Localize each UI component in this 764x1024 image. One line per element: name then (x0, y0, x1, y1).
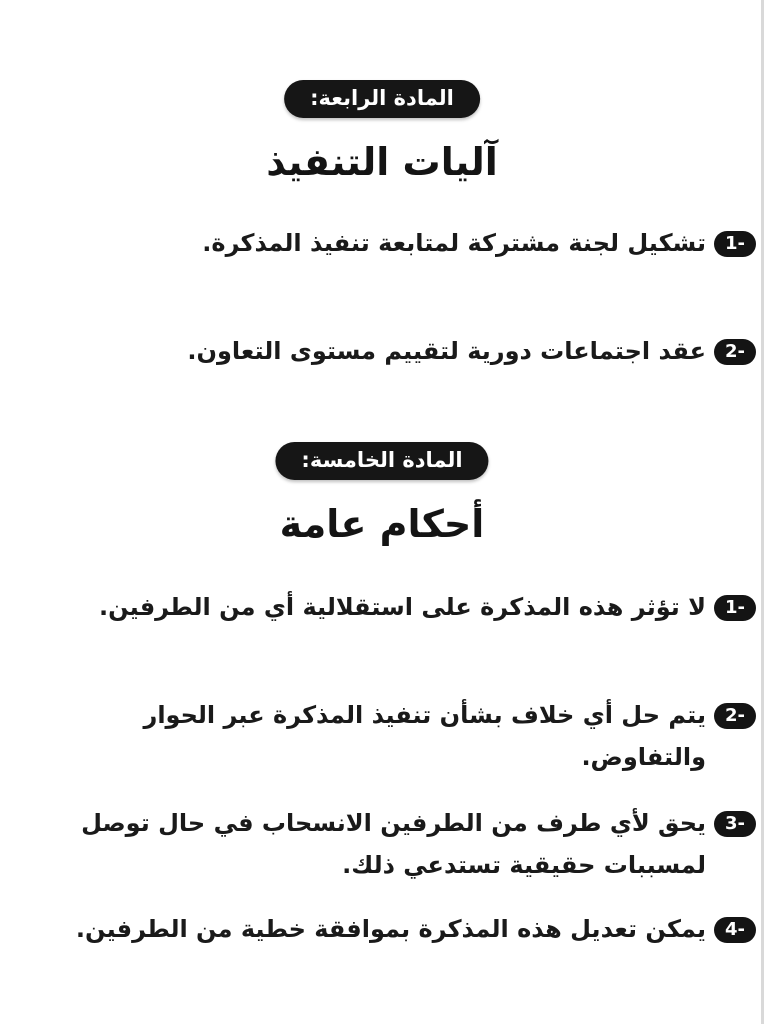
item-text: يحق لأي طرف من الطرفين الانسحاب في حال توصل لمسببات حقيقية تستدعي ذلك. (81, 809, 706, 879)
section-title-general-provisions: أحكام عامة (279, 502, 485, 546)
list-item (16, 700, 756, 778)
item-text: تشكيل لجنة مشتركة لمتابعة تنفيذ المذكرة. (202, 229, 706, 257)
list-item (16, 808, 756, 886)
item-number-badge: 1- (714, 231, 756, 257)
item-number-badge: 2- (714, 339, 756, 365)
list-item (16, 336, 756, 372)
item-number-badge: 1- (714, 595, 756, 621)
article-four-label: المادة الرابعة: (284, 80, 480, 118)
article-five-label: المادة الخامسة: (275, 442, 488, 480)
section-title-implementation: آليات التنفيذ (266, 140, 498, 184)
item-text: لا تؤثر هذه المذكرة على استقلالية أي من الطرفين. (98, 593, 706, 621)
list-item (16, 228, 756, 264)
item-number-badge: 3- (714, 811, 756, 837)
item-text: يمكن تعديل هذه المذكرة بموافقة خطية من الطرفين. (75, 915, 706, 943)
item-number-badge: 2- (714, 703, 756, 729)
item-number-badge: 4- (714, 917, 756, 943)
list-item (16, 914, 756, 950)
item-text: يتم حل أي خلاف بشأن تنفيذ المذكرة عبر الحوار والتفاوض. (143, 701, 706, 771)
item-text: عقد اجتماعات دورية لتقييم مستوى التعاون. (187, 337, 706, 365)
list-item (16, 592, 756, 628)
